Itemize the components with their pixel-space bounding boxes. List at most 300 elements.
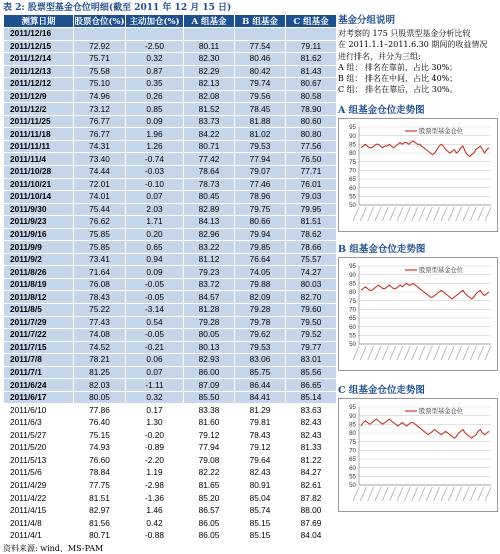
table-row [4, 429, 337, 442]
cell-active-add: -3.14 [126, 304, 184, 317]
cell-group-c: 78.62 [286, 228, 337, 241]
cell-group-a: 79.23 [184, 266, 235, 279]
cell-group-c: 80.60 [286, 115, 337, 128]
chart-b-title: B 组基金仓位走势图 [338, 243, 426, 255]
cell-group-b: 85.04 [235, 492, 286, 505]
cell-active-add: -0.21 [126, 341, 184, 354]
cell-stock-position: 75.58 [74, 65, 126, 78]
cell-group-a: 82.93 [184, 354, 235, 367]
y-tick-label: 95 [349, 123, 356, 131]
cell-group-b: 79.12 [235, 442, 286, 455]
cell-date: 2011/4/8 [4, 517, 74, 530]
table-row [4, 28, 337, 41]
cell-group-b: 79.85 [235, 241, 286, 254]
x-tick-mark [382, 207, 388, 221]
table-row [4, 291, 337, 304]
cell-group-b: 79.78 [235, 316, 286, 329]
cell-stock-position: 82.97 [74, 504, 126, 517]
cell-group-a: 79.08 [184, 454, 235, 467]
x-tick-mark [368, 487, 374, 501]
table-row [4, 228, 337, 241]
cell-date: 2011/12/16 [4, 28, 74, 41]
y-tick-label: 80 [349, 288, 356, 296]
cell-active-add: -1.11 [126, 379, 184, 392]
cell-group-b: 79.94 [235, 228, 286, 241]
y-tick-label: 75 [349, 158, 356, 166]
cell-group-b: 79.74 [235, 78, 286, 91]
chart-c [338, 398, 498, 512]
cell-group-a: 80.45 [184, 191, 235, 204]
cell-group-a: 77.94 [184, 442, 235, 455]
cell-date: 2011/9/30 [4, 203, 74, 216]
cell-group-a: 81.60 [184, 416, 235, 429]
y-tick-label: 80 [349, 429, 356, 437]
cell-date: 2011/4/1 [4, 529, 74, 542]
cell-date: 2011/12/2 [4, 103, 74, 116]
cell-date: 2011/10/14 [4, 191, 74, 204]
x-tick-mark [360, 207, 366, 221]
cell-group-a: 84.22 [184, 128, 235, 141]
cell-group-c: 77.71 [286, 166, 337, 179]
cell-stock-position: 74.96 [74, 90, 126, 103]
cell-group-a: 80.11 [184, 40, 235, 53]
cell-active-add: 1.30 [126, 416, 184, 429]
cell-stock-position: 78.43 [74, 291, 126, 304]
cell-group-a: 80.71 [184, 140, 235, 153]
table-row [4, 467, 337, 480]
chart-b [338, 257, 498, 371]
legend-label: 股票型基金仓位 [419, 266, 464, 274]
x-tick-mark [448, 207, 454, 221]
cell-group-c: 74.27 [286, 266, 337, 279]
x-tick-mark [382, 346, 388, 360]
cell-group-b: 78.43 [235, 429, 286, 442]
cell-date: 2011/6/17 [4, 391, 74, 404]
table-row [4, 504, 337, 517]
cell-group-a: 83.38 [184, 404, 235, 417]
cell-group-a: 85.20 [184, 492, 235, 505]
cell-date: 2011/9/9 [4, 241, 74, 254]
cell-group-a [184, 28, 235, 41]
cell-date: 2011/8/12 [4, 291, 74, 304]
cell-group-a: 81.52 [184, 103, 235, 116]
x-tick-mark [456, 207, 462, 221]
cell-active-add: -2.20 [126, 454, 184, 467]
cell-group-c: 78.90 [286, 103, 337, 116]
x-tick-mark [470, 346, 476, 360]
cell-date: 2011/11/18 [4, 128, 74, 141]
cell-group-a: 78.64 [184, 166, 235, 179]
cell-group-b: 79.53 [235, 140, 286, 153]
cell-group-c: 78.66 [286, 241, 337, 254]
cell-group-c: 79.77 [286, 341, 337, 354]
cell-group-b: 84.41 [235, 391, 286, 404]
x-tick-mark [412, 346, 418, 360]
cell-group-b: 85.74 [235, 504, 286, 517]
cell-date: 2011/10/28 [4, 166, 74, 179]
cell-stock-position: 75.71 [74, 53, 126, 66]
cell-group-c: 82.61 [286, 479, 337, 492]
table-row [4, 442, 337, 455]
explanation-line: 进行排名，并分为三组: [338, 51, 421, 61]
cell-date: 2011/6/10 [4, 404, 74, 417]
cell-group-c: 81.43 [286, 65, 337, 78]
cell-group-c: 79.95 [286, 203, 337, 216]
cell-active-add: 0.32 [126, 391, 184, 404]
y-tick-label: 50 [349, 340, 356, 348]
x-tick-mark [426, 346, 432, 360]
cell-stock-position [74, 28, 126, 41]
cell-active-add: -0.05 [126, 329, 184, 342]
header-active-add: 主动加仓(%) [126, 15, 184, 28]
cell-group-b: 83.06 [235, 354, 286, 367]
cell-active-add: 0.06 [126, 354, 184, 367]
cell-group-b: 85.15 [235, 529, 286, 542]
cell-stock-position: 80.71 [74, 529, 126, 542]
cell-active-add: -0.05 [126, 291, 184, 304]
legend-label: 股票型基金仓位 [419, 407, 464, 415]
cell-stock-position: 76.62 [74, 216, 126, 229]
table-row [4, 253, 337, 266]
x-tick-mark [463, 346, 469, 360]
table-row [4, 479, 337, 492]
explanation-line: B 组： 排名在中间，占比 40%； [338, 74, 458, 84]
cell-group-b: 85.15 [235, 517, 286, 530]
x-tick-mark [375, 207, 381, 221]
cell-group-c: 75.57 [286, 253, 337, 266]
table-row [4, 191, 337, 204]
cell-stock-position: 81.25 [74, 366, 126, 379]
cell-group-a: 82.89 [184, 203, 235, 216]
cell-stock-position: 75.44 [74, 203, 126, 216]
cell-group-b: 82.09 [235, 291, 286, 304]
cell-group-b: 86.44 [235, 379, 286, 392]
cell-active-add: 0.07 [126, 191, 184, 204]
cell-group-a: 80.05 [184, 329, 235, 342]
cell-stock-position: 73.12 [74, 103, 126, 116]
cell-date: 2011/12/14 [4, 53, 74, 66]
x-tick-mark [426, 487, 432, 501]
y-tick-label: 60 [349, 464, 356, 472]
cell-group-a: 86.05 [184, 529, 235, 542]
cell-group-b: 79.81 [235, 416, 286, 429]
x-tick-mark [470, 207, 476, 221]
cell-group-c: 82.43 [286, 416, 337, 429]
x-tick-mark [456, 487, 462, 501]
cell-group-c: 76.50 [286, 153, 337, 166]
cell-group-a: 82.96 [184, 228, 235, 241]
table-row [4, 40, 337, 53]
cell-active-add: 0.20 [126, 228, 184, 241]
cell-stock-position: 77.75 [74, 479, 126, 492]
cell-group-b: 79.07 [235, 166, 286, 179]
chart-b-svg [339, 258, 497, 370]
y-tick-label: 75 [349, 438, 356, 446]
cell-stock-position: 81.51 [74, 492, 126, 505]
cell-active-add: 2.03 [126, 203, 184, 216]
cell-stock-position: 76.40 [74, 416, 126, 429]
chart-a-title: A 组基金仓位走势图 [338, 104, 425, 116]
cell-date: 2011/9/2 [4, 253, 74, 266]
table-row [4, 90, 337, 103]
cell-group-c: 85.56 [286, 366, 337, 379]
cell-group-b: 78.45 [235, 103, 286, 116]
cell-date: 2011/4/22 [4, 492, 74, 505]
table-row [4, 529, 337, 542]
cell-group-c: 84.04 [286, 529, 337, 542]
cell-stock-position: 74.93 [74, 442, 126, 455]
header-stock-position: 股票仓位(%) [74, 15, 126, 28]
cell-group-b: 77.94 [235, 153, 286, 166]
table-row [4, 379, 337, 392]
cell-active-add: 0.35 [126, 78, 184, 91]
cell-stock-position: 76.77 [74, 115, 126, 128]
legend-label: 股票型基金仓位 [419, 127, 464, 135]
cell-group-c: 79.50 [286, 316, 337, 329]
x-tick-mark [456, 346, 462, 360]
cell-group-c: 80.67 [286, 78, 337, 91]
y-tick-label: 70 [349, 306, 356, 314]
y-tick-label: 80 [349, 149, 356, 157]
cell-group-c: 83.63 [286, 404, 337, 417]
y-tick-label: 90 [349, 271, 356, 279]
cell-date: 2011/10/21 [4, 178, 74, 191]
cell-group-c: 82.43 [286, 429, 337, 442]
cell-active-add: -2.50 [126, 40, 184, 53]
table-title: 表 2: 股票型基金仓位明细(截至 2011 年 12 月 15 日) [3, 3, 232, 13]
cell-group-c: 81.33 [286, 442, 337, 455]
cell-active-add: 0.07 [126, 366, 184, 379]
cell-stock-position: 78.21 [74, 354, 126, 367]
cell-group-a: 82.08 [184, 90, 235, 103]
explanation-line: C 组： 排名在靠后，占比 30%。 [338, 85, 458, 95]
cell-group-a: 86.05 [184, 517, 235, 530]
explanation-title: 基金分组说明 [338, 15, 396, 26]
cell-group-a: 82.22 [184, 467, 235, 480]
cell-active-add [126, 28, 184, 41]
table-row [4, 391, 337, 404]
cell-group-b: 79.75 [235, 203, 286, 216]
y-tick-label: 60 [349, 323, 356, 331]
cell-stock-position: 73.40 [74, 153, 126, 166]
x-tick-mark [485, 487, 491, 501]
cell-date: 2011/5/27 [4, 429, 74, 442]
x-tick-mark [404, 487, 410, 501]
cell-active-add: 0.09 [126, 266, 184, 279]
y-tick-label: 95 [349, 403, 356, 411]
cell-group-b: 78.96 [235, 191, 286, 204]
cell-active-add: -2.98 [126, 479, 184, 492]
table-row [4, 404, 337, 417]
cell-active-add: -0.88 [126, 529, 184, 542]
x-tick-mark [397, 487, 403, 501]
cell-active-add: -0.10 [126, 178, 184, 191]
cell-group-a: 82.13 [184, 78, 235, 91]
cell-group-a: 81.65 [184, 479, 235, 492]
cell-active-add: 0.54 [126, 316, 184, 329]
cell-active-add: 0.32 [126, 53, 184, 66]
cell-date: 2011/8/19 [4, 278, 74, 291]
cell-date: 2011/12/15 [4, 40, 74, 53]
cell-stock-position: 75.85 [74, 241, 126, 254]
series-line [361, 419, 489, 438]
cell-stock-position: 76.60 [74, 454, 126, 467]
cell-group-a: 79.12 [184, 429, 235, 442]
table-row [4, 341, 337, 354]
explanation-line: A 组： 排名在靠前，占比 30%； [338, 62, 458, 72]
fund-position-table [3, 14, 337, 542]
chart-c-title: C 组基金仓位走势图 [338, 384, 425, 396]
y-tick-label: 55 [349, 332, 356, 340]
cell-group-b: 79.64 [235, 454, 286, 467]
cell-date: 2011/4/15 [4, 504, 74, 517]
x-tick-mark [412, 487, 418, 501]
cell-stock-position: 77.86 [74, 404, 126, 417]
x-tick-mark [463, 207, 469, 221]
cell-stock-position: 76.08 [74, 278, 126, 291]
x-tick-mark [419, 346, 425, 360]
table-row [4, 128, 337, 141]
cell-group-b: 79.53 [235, 341, 286, 354]
table-row [4, 266, 337, 279]
cell-date: 2011/9/16 [4, 228, 74, 241]
cell-stock-position: 80.05 [74, 391, 126, 404]
y-tick-label: 55 [349, 193, 356, 201]
cell-group-a: 78.73 [184, 178, 235, 191]
table-row [4, 78, 337, 91]
explanation-line: 对考察的 175 只股票型基金分析比较 [338, 29, 471, 38]
y-tick-label: 70 [349, 447, 356, 455]
cell-group-a: 84.57 [184, 291, 235, 304]
cell-group-a: 86.57 [184, 504, 235, 517]
cell-stock-position: 82.03 [74, 379, 126, 392]
x-tick-mark [441, 487, 447, 501]
cell-stock-position: 74.31 [74, 140, 126, 153]
cell-group-c: 77.56 [286, 140, 337, 153]
cell-stock-position: 75.22 [74, 304, 126, 317]
y-tick-label: 90 [349, 412, 356, 420]
cell-stock-position: 72.01 [74, 178, 126, 191]
table-row [4, 278, 337, 291]
cell-date: 2011/7/15 [4, 341, 74, 354]
cell-date: 2011/5/13 [4, 454, 74, 467]
cell-active-add: 1.96 [126, 128, 184, 141]
y-tick-label: 55 [349, 473, 356, 481]
cell-group-a: 79.28 [184, 316, 235, 329]
cell-active-add: -1.36 [126, 492, 184, 505]
cell-group-a: 84.13 [184, 216, 235, 229]
cell-group-a: 85.50 [184, 391, 235, 404]
series-line [361, 283, 489, 299]
y-tick-label: 50 [349, 481, 356, 489]
table-row [4, 53, 337, 66]
table-row [4, 65, 337, 78]
cell-group-b: 79.62 [235, 329, 286, 342]
cell-stock-position: 75.10 [74, 78, 126, 91]
cell-stock-position: 73.41 [74, 253, 126, 266]
cell-stock-position: 75.85 [74, 228, 126, 241]
cell-group-c: 84.27 [286, 467, 337, 480]
cell-stock-position: 71.64 [74, 266, 126, 279]
y-tick-label: 65 [349, 314, 356, 322]
x-tick-mark [397, 207, 403, 221]
cell-active-add: -0.03 [126, 166, 184, 179]
cell-group-b: 79.88 [235, 278, 286, 291]
table-row [4, 216, 337, 229]
x-tick-mark [368, 346, 374, 360]
cell-group-c: 88.00 [286, 504, 337, 517]
cell-stock-position: 74.01 [74, 191, 126, 204]
y-tick-label: 85 [349, 280, 356, 288]
cell-group-c: 80.58 [286, 90, 337, 103]
cell-group-c: 87.82 [286, 492, 337, 505]
x-tick-mark [412, 207, 418, 221]
cell-group-c [286, 28, 337, 41]
cell-group-c: 79.03 [286, 191, 337, 204]
cell-date: 2011/8/5 [4, 304, 74, 317]
header-group-b: B 组基金 [235, 15, 286, 28]
cell-stock-position: 81.56 [74, 517, 126, 530]
cell-date: 2011/8/26 [4, 266, 74, 279]
cell-group-c: 85.14 [286, 391, 337, 404]
x-tick-mark [397, 346, 403, 360]
table-row [4, 153, 337, 166]
cell-date: 2011/12/13 [4, 65, 74, 78]
x-tick-mark [368, 207, 374, 221]
table-row [4, 454, 337, 467]
cell-group-c: 80.03 [286, 278, 337, 291]
cell-date: 2011/11/25 [4, 115, 74, 128]
x-tick-mark [360, 346, 366, 360]
table-header-row [4, 15, 337, 28]
x-tick-mark [404, 207, 410, 221]
explanation-line: 在 2011.1.1–2011.6.30 期间的收益情况 [338, 40, 488, 50]
header-group-c: C 组基金 [286, 15, 337, 28]
cell-group-b: 77.54 [235, 40, 286, 53]
cell-active-add: 0.17 [126, 404, 184, 417]
cell-active-add: 1.46 [126, 504, 184, 517]
cell-date: 2011/7/22 [4, 329, 74, 342]
cell-active-add: 1.26 [126, 140, 184, 153]
side-panel [338, 14, 498, 512]
x-tick-mark [390, 487, 396, 501]
x-tick-mark [390, 346, 396, 360]
x-tick-mark [441, 207, 447, 221]
cell-active-add: 0.09 [126, 115, 184, 128]
cell-group-c: 76.01 [286, 178, 337, 191]
cell-group-c: 86.65 [286, 379, 337, 392]
x-tick-mark [478, 487, 484, 501]
cell-stock-position: 77.43 [74, 316, 126, 329]
cell-date: 2011/4/29 [4, 479, 74, 492]
table-panel [3, 2, 336, 554]
table-row [4, 178, 337, 191]
y-tick-label: 85 [349, 421, 356, 429]
y-tick-label: 60 [349, 184, 356, 192]
x-tick-mark [478, 207, 484, 221]
table-row [4, 316, 337, 329]
cell-active-add: 0.65 [126, 241, 184, 254]
x-tick-mark [434, 207, 440, 221]
chart-c-svg [339, 399, 497, 511]
cell-group-a: 81.12 [184, 253, 235, 266]
cell-group-a: 77.42 [184, 153, 235, 166]
cell-date: 2011/9/23 [4, 216, 74, 229]
cell-active-add: 1.19 [126, 467, 184, 480]
cell-stock-position: 74.44 [74, 166, 126, 179]
cell-active-add: 0.87 [126, 65, 184, 78]
y-tick-label: 90 [349, 132, 356, 140]
